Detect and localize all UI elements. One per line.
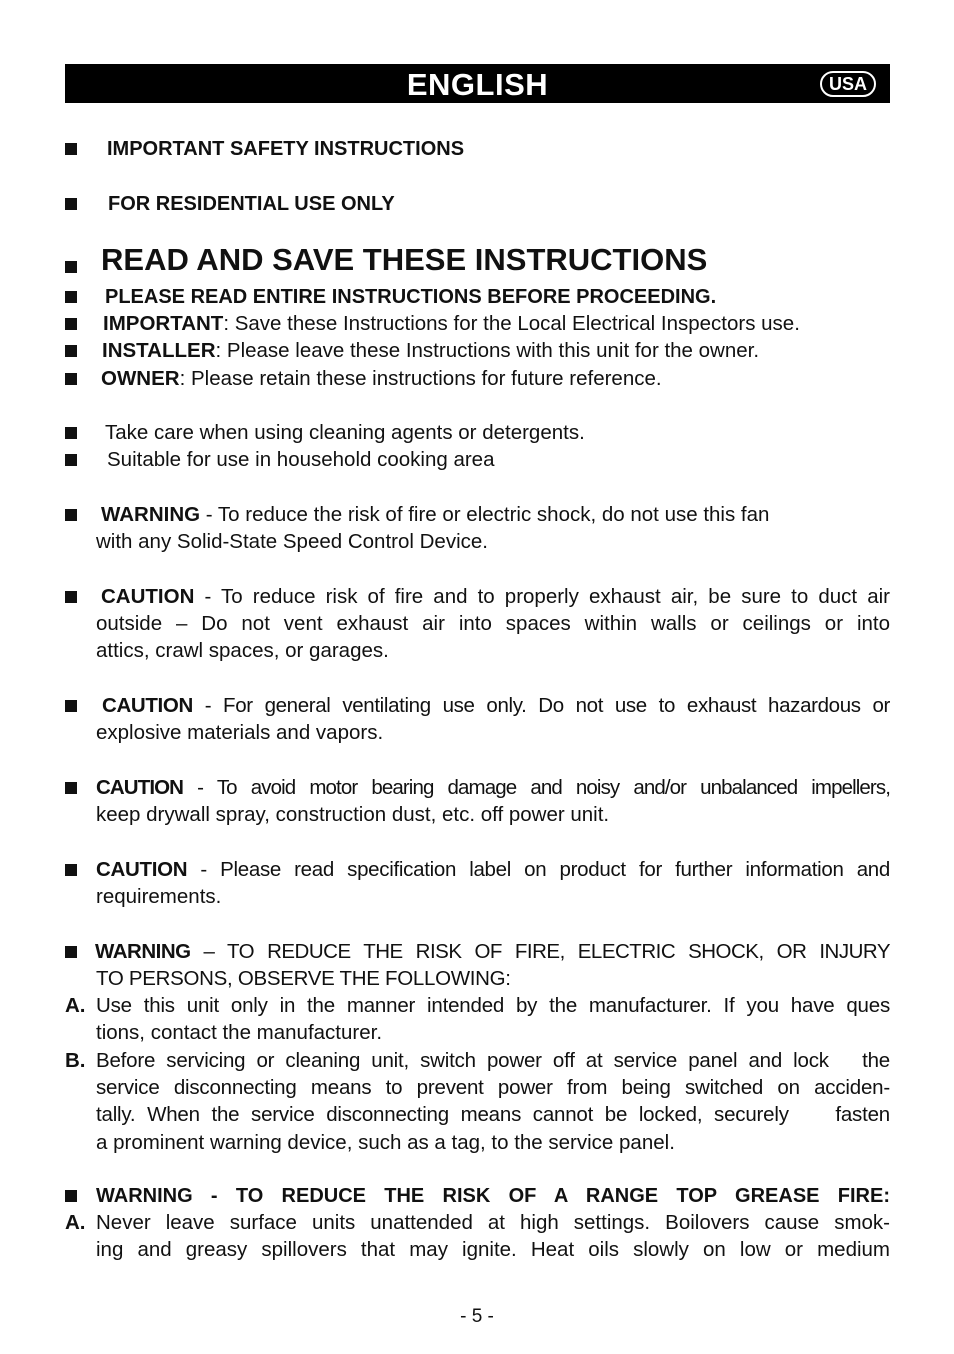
bullet-square-icon	[65, 291, 77, 303]
bullet-square-icon	[65, 509, 77, 521]
bullet-square-icon	[65, 318, 77, 330]
bullet-square-icon	[65, 591, 77, 603]
bullet-square-icon	[65, 864, 77, 876]
page-number: - 5 -	[460, 1306, 494, 1327]
bullet-square-icon	[65, 261, 77, 273]
bullet-square-icon	[65, 782, 77, 794]
language-title: ENGLISH	[406, 67, 549, 102]
language-banner	[65, 64, 890, 103]
bullet-square-icon	[65, 1190, 77, 1202]
bullet-square-icon	[65, 198, 77, 210]
bullet-square-icon	[65, 345, 77, 357]
country-badge: USA	[820, 71, 876, 97]
bullet-square-icon	[65, 946, 77, 958]
bullet-square-icon	[65, 427, 77, 439]
bullet-square-icon	[65, 454, 77, 466]
bullet-square-icon	[65, 143, 77, 155]
bullet-square-icon	[65, 700, 77, 712]
bullet-square-icon	[65, 373, 77, 385]
